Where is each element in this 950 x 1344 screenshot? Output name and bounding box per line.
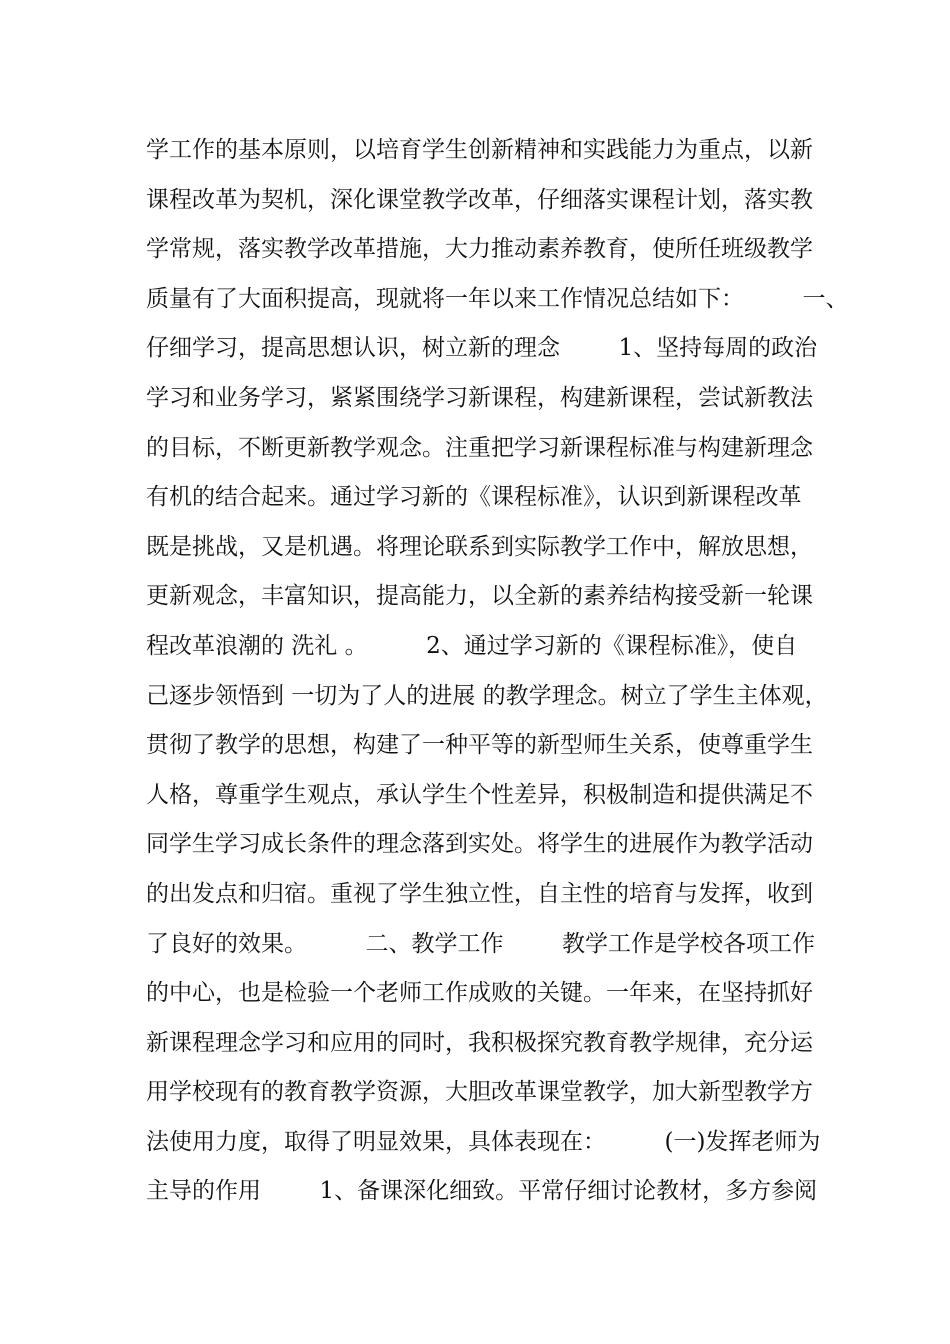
body-text (146, 126, 849, 1217)
text-line: 既是挑战，又是机遇。将理论联系到实际教学工作中，解放思想， (146, 533, 813, 560)
text-line: 更新观念，丰富知识，提高能力，以全新的素养结构接受新一轮课 (146, 583, 813, 610)
text-line: 仔细学习，提高思想认识，树立新的理念 1、坚持每周的政治 (146, 335, 818, 362)
text-line: 的目标，不断更新教学观念。注重把学习新课程标准与构建新理念 (146, 434, 813, 461)
text-line: 己逐步领悟到 一切为了人的进展 的教学理念。树立了学生主体观， (146, 682, 828, 709)
text-line: 新课程理念学习和应用的同时，我积极探究教育教学规律，充分运 (146, 1029, 813, 1056)
text-line: 学常规，落实教学改革措施，大力推动素养教育，使所任班级教学 (146, 236, 813, 263)
text-line: 的出发点和归宿。重视了学生独立性，自主性的培育与发挥，收到 (146, 880, 813, 907)
text-line: 学习和业务学习，紧紧围绕学习新课程，构建新课程，尝试新教法 (146, 384, 813, 411)
text-line: 同学生学习成长条件的理念落到实处。将学生的进展作为教学活动 (146, 831, 813, 858)
text-line: 人格，尊重学生观点，承认学生个性差异，积极制造和提供满足不 (146, 781, 813, 808)
text-line: 课程改革为契机，深化课堂教学改革，仔细落实课程计划，落实教 (146, 186, 813, 213)
text-line: 程改革浪潮的 洗礼 。 2、通过学习新的《课程标准》，使自 (146, 632, 798, 659)
text-line: 有机的结合起来。通过学习新的《课程标准》，认识到新课程改革 (146, 484, 802, 511)
text-line: 主导的作用 1、备课深化细致。平常仔细讨论教材，多方参阅 (146, 1178, 818, 1205)
text-line: 用学校现有的教育教学资源，大胆改革课堂教学，加大新型教学方 (146, 1079, 813, 1106)
text-line: 了良好的效果。 二、教学工作 教学工作是学校各项工作 (146, 930, 815, 957)
text-line: 学工作的基本原则，以培育学生创新精神和实践能力为重点，以新 (146, 137, 813, 163)
text-line: 贯彻了教学的思想，构建了一种平等的新型师生关系，使尊重学生 (146, 732, 813, 759)
text-line: 的中心，也是检验一个老师工作成败的关键。一年来，在坚持抓好 (146, 980, 813, 1007)
text-line: 法使用力度，取得了明显效果，具体表现在： (一)发挥老师为 (146, 1128, 821, 1155)
text-line: 质量有了大面积提高，现就将一年以来工作情况总结如下： 一、 (146, 285, 849, 312)
